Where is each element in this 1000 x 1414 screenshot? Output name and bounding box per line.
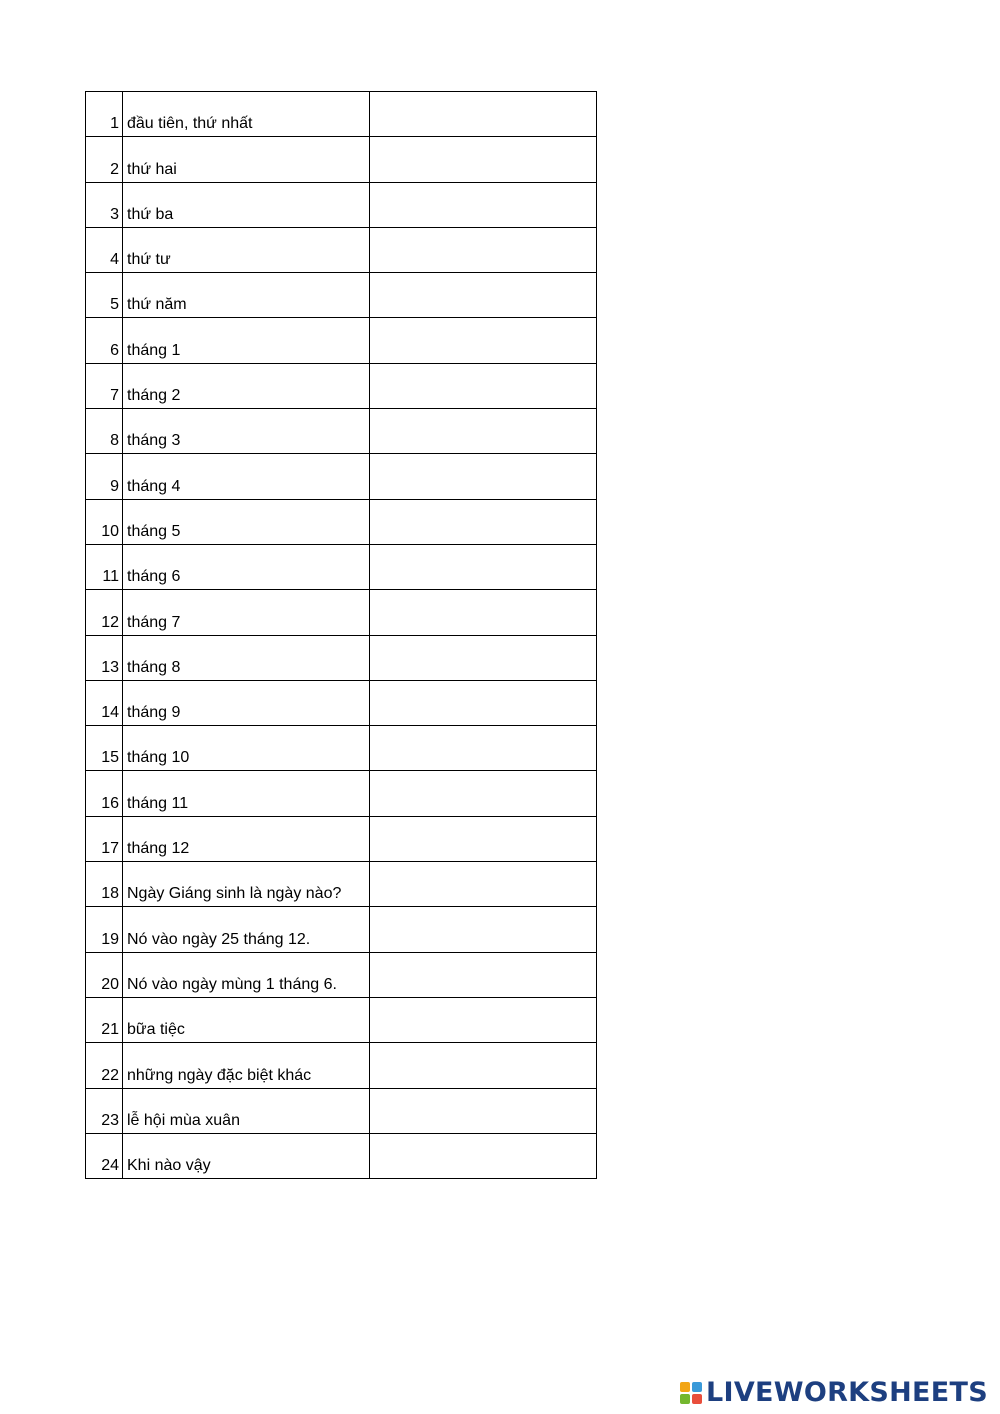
table-row <box>86 726 597 771</box>
row-number: 23 <box>101 1111 119 1129</box>
answer-input[interactable] <box>370 817 596 861</box>
vietnamese-term-cell <box>123 318 370 363</box>
answer-input[interactable] <box>370 636 596 680</box>
vietnamese-term: thứ tư <box>127 251 171 269</box>
answer-cell <box>370 680 597 725</box>
row-number: 6 <box>110 341 119 359</box>
vietnamese-term-cell <box>123 1088 370 1133</box>
table-row <box>86 997 597 1042</box>
row-number-cell <box>86 409 123 454</box>
answer-cell <box>370 92 597 137</box>
vietnamese-term: Khi nào vậy <box>127 1157 211 1175</box>
row-number-cell <box>86 273 123 318</box>
table-row <box>86 635 597 680</box>
vietnamese-term: Ngày Giáng sinh là ngày nào? <box>127 885 342 903</box>
row-number-cell <box>86 182 123 227</box>
table-row <box>86 816 597 861</box>
answer-input[interactable] <box>370 590 596 634</box>
vietnamese-term-cell <box>123 454 370 499</box>
row-number: 3 <box>110 205 119 223</box>
row-number: 9 <box>110 477 119 495</box>
answer-cell <box>370 590 597 635</box>
vietnamese-term-cell <box>123 273 370 318</box>
row-number-cell <box>86 1133 123 1178</box>
row-number: 12 <box>101 613 119 631</box>
row-number-cell <box>86 997 123 1042</box>
row-number: 16 <box>101 794 119 812</box>
answer-cell <box>370 1133 597 1178</box>
row-number-cell <box>86 1043 123 1088</box>
answer-cell <box>370 635 597 680</box>
table-row <box>86 227 597 272</box>
answer-cell <box>370 997 597 1042</box>
table-row <box>86 544 597 589</box>
row-number: 22 <box>101 1066 119 1084</box>
row-number-cell <box>86 726 123 771</box>
answer-cell <box>370 182 597 227</box>
answer-input[interactable] <box>370 500 596 544</box>
answer-cell <box>370 363 597 408</box>
table-row <box>86 182 597 227</box>
answer-cell <box>370 409 597 454</box>
vietnamese-term-cell <box>123 907 370 952</box>
answer-cell <box>370 816 597 861</box>
vietnamese-term: Nó vào ngày 25 tháng 12. <box>127 930 311 948</box>
vietnamese-term: lễ hội mùa xuân <box>127 1111 240 1129</box>
answer-input[interactable] <box>370 183 596 227</box>
vietnamese-term: tháng 7 <box>127 613 181 631</box>
answer-cell <box>370 1088 597 1133</box>
row-number-cell <box>86 499 123 544</box>
table-row <box>86 1088 597 1133</box>
row-number-cell <box>86 137 123 182</box>
row-number: 1 <box>110 115 119 133</box>
row-number-cell <box>86 227 123 272</box>
answer-input[interactable] <box>370 228 596 272</box>
vietnamese-term: tháng 8 <box>127 658 181 676</box>
answer-input[interactable] <box>370 454 596 498</box>
vietnamese-term: tháng 2 <box>127 387 181 405</box>
vietnamese-term: Nó vào ngày mùng 1 tháng 6. <box>127 975 337 993</box>
liveworksheets-brand <box>680 1377 988 1408</box>
answer-cell <box>370 318 597 363</box>
vietnamese-term-cell <box>123 92 370 137</box>
answer-cell <box>370 499 597 544</box>
answer-input[interactable] <box>370 364 596 408</box>
table-row <box>86 499 597 544</box>
vietnamese-term-cell <box>123 1133 370 1178</box>
vietnamese-term-cell <box>123 635 370 680</box>
row-number: 7 <box>110 387 119 405</box>
answer-input[interactable] <box>370 953 596 997</box>
answer-input[interactable] <box>370 1134 596 1178</box>
row-number-cell <box>86 92 123 137</box>
answer-input[interactable] <box>370 681 596 725</box>
row-number-cell <box>86 318 123 363</box>
row-number: 5 <box>110 296 119 314</box>
answer-cell <box>370 726 597 771</box>
row-number: 10 <box>101 522 119 540</box>
row-number: 4 <box>110 251 119 269</box>
row-number-cell <box>86 590 123 635</box>
vietnamese-term: tháng 4 <box>127 477 181 495</box>
vietnamese-term: tháng 11 <box>127 794 189 812</box>
answer-cell <box>370 544 597 589</box>
vietnamese-term: tháng 10 <box>127 749 190 767</box>
answer-cell <box>370 137 597 182</box>
liveworksheets-logo-icon <box>680 1382 702 1404</box>
vietnamese-term: tháng 6 <box>127 568 181 586</box>
vietnamese-term: tháng 5 <box>127 522 181 540</box>
table-row <box>86 907 597 952</box>
table-row <box>86 273 597 318</box>
answer-input[interactable] <box>370 92 596 136</box>
row-number: 8 <box>110 432 119 450</box>
answer-cell <box>370 227 597 272</box>
answer-cell <box>370 454 597 499</box>
table-row <box>86 590 597 635</box>
vietnamese-term: thứ ba <box>127 205 174 223</box>
table-row <box>86 409 597 454</box>
vietnamese-term: tháng 12 <box>127 840 190 858</box>
vietnamese-term-cell <box>123 680 370 725</box>
table-row <box>86 363 597 408</box>
answer-input[interactable] <box>370 1043 596 1087</box>
table-row <box>86 1133 597 1178</box>
row-number: 2 <box>110 160 119 178</box>
row-number-cell <box>86 952 123 997</box>
vietnamese-term: những ngày đặc biệt khác <box>127 1066 312 1084</box>
row-number: 20 <box>101 975 119 993</box>
vietnamese-term-cell <box>123 997 370 1042</box>
table-row <box>86 92 597 137</box>
answer-input[interactable] <box>370 907 596 951</box>
row-number: 24 <box>101 1157 119 1175</box>
brand-name: LIVEWORKSHEETS <box>705 1377 988 1408</box>
row-number-cell <box>86 363 123 408</box>
answer-input[interactable] <box>370 771 596 815</box>
table-row <box>86 318 597 363</box>
vietnamese-term: tháng 3 <box>127 432 181 450</box>
answer-input[interactable] <box>370 409 596 453</box>
answer-input[interactable] <box>370 318 596 362</box>
answer-cell <box>370 952 597 997</box>
table-row <box>86 862 597 907</box>
table-row <box>86 952 597 997</box>
answer-cell <box>370 862 597 907</box>
row-number: 21 <box>101 1021 119 1039</box>
vietnamese-term-cell <box>123 816 370 861</box>
table-row <box>86 137 597 182</box>
vietnamese-term: bữa tiệc <box>127 1021 185 1039</box>
vietnamese-term-cell <box>123 544 370 589</box>
row-number: 14 <box>101 704 119 722</box>
answer-cell <box>370 1043 597 1088</box>
table-row <box>86 771 597 816</box>
row-number: 13 <box>101 658 119 676</box>
row-number-cell <box>86 907 123 952</box>
row-number: 19 <box>101 930 119 948</box>
row-number-cell <box>86 816 123 861</box>
answer-input[interactable] <box>370 998 596 1042</box>
table-row <box>86 680 597 725</box>
vietnamese-term-cell <box>123 1043 370 1088</box>
row-number: 18 <box>101 885 119 903</box>
vietnamese-term: thứ năm <box>127 296 187 314</box>
answer-cell <box>370 907 597 952</box>
answer-cell <box>370 273 597 318</box>
vietnamese-term-cell <box>123 182 370 227</box>
vietnamese-term-cell <box>123 409 370 454</box>
table-row <box>86 1043 597 1088</box>
vietnamese-term: thứ hai <box>127 160 177 178</box>
vocabulary-table <box>85 91 597 1179</box>
row-number-cell <box>86 680 123 725</box>
row-number: 17 <box>101 840 119 858</box>
answer-input[interactable] <box>370 862 596 906</box>
vietnamese-term-cell <box>123 227 370 272</box>
vocabulary-table-body <box>86 92 597 1179</box>
vietnamese-term-cell <box>123 952 370 997</box>
vietnamese-term-cell <box>123 771 370 816</box>
answer-input[interactable] <box>370 545 596 589</box>
row-number-cell <box>86 771 123 816</box>
row-number: 15 <box>101 749 119 767</box>
row-number-cell <box>86 635 123 680</box>
answer-cell <box>370 771 597 816</box>
vietnamese-term-cell <box>123 137 370 182</box>
vietnamese-term-cell <box>123 862 370 907</box>
vietnamese-term-cell <box>123 590 370 635</box>
vietnamese-term: tháng 9 <box>127 704 181 722</box>
answer-input[interactable] <box>370 273 596 317</box>
vietnamese-term-cell <box>123 363 370 408</box>
row-number-cell <box>86 454 123 499</box>
table-row <box>86 454 597 499</box>
vietnamese-term: tháng 1 <box>127 341 181 359</box>
vietnamese-term-cell <box>123 499 370 544</box>
vietnamese-term: đầu tiên, thứ nhất <box>127 115 253 133</box>
row-number-cell <box>86 1088 123 1133</box>
vietnamese-term-cell <box>123 726 370 771</box>
answer-input[interactable] <box>370 1089 596 1133</box>
row-number: 11 <box>102 568 119 586</box>
answer-input[interactable] <box>370 137 596 181</box>
row-number-cell <box>86 862 123 907</box>
answer-input[interactable] <box>370 726 596 770</box>
row-number-cell <box>86 544 123 589</box>
